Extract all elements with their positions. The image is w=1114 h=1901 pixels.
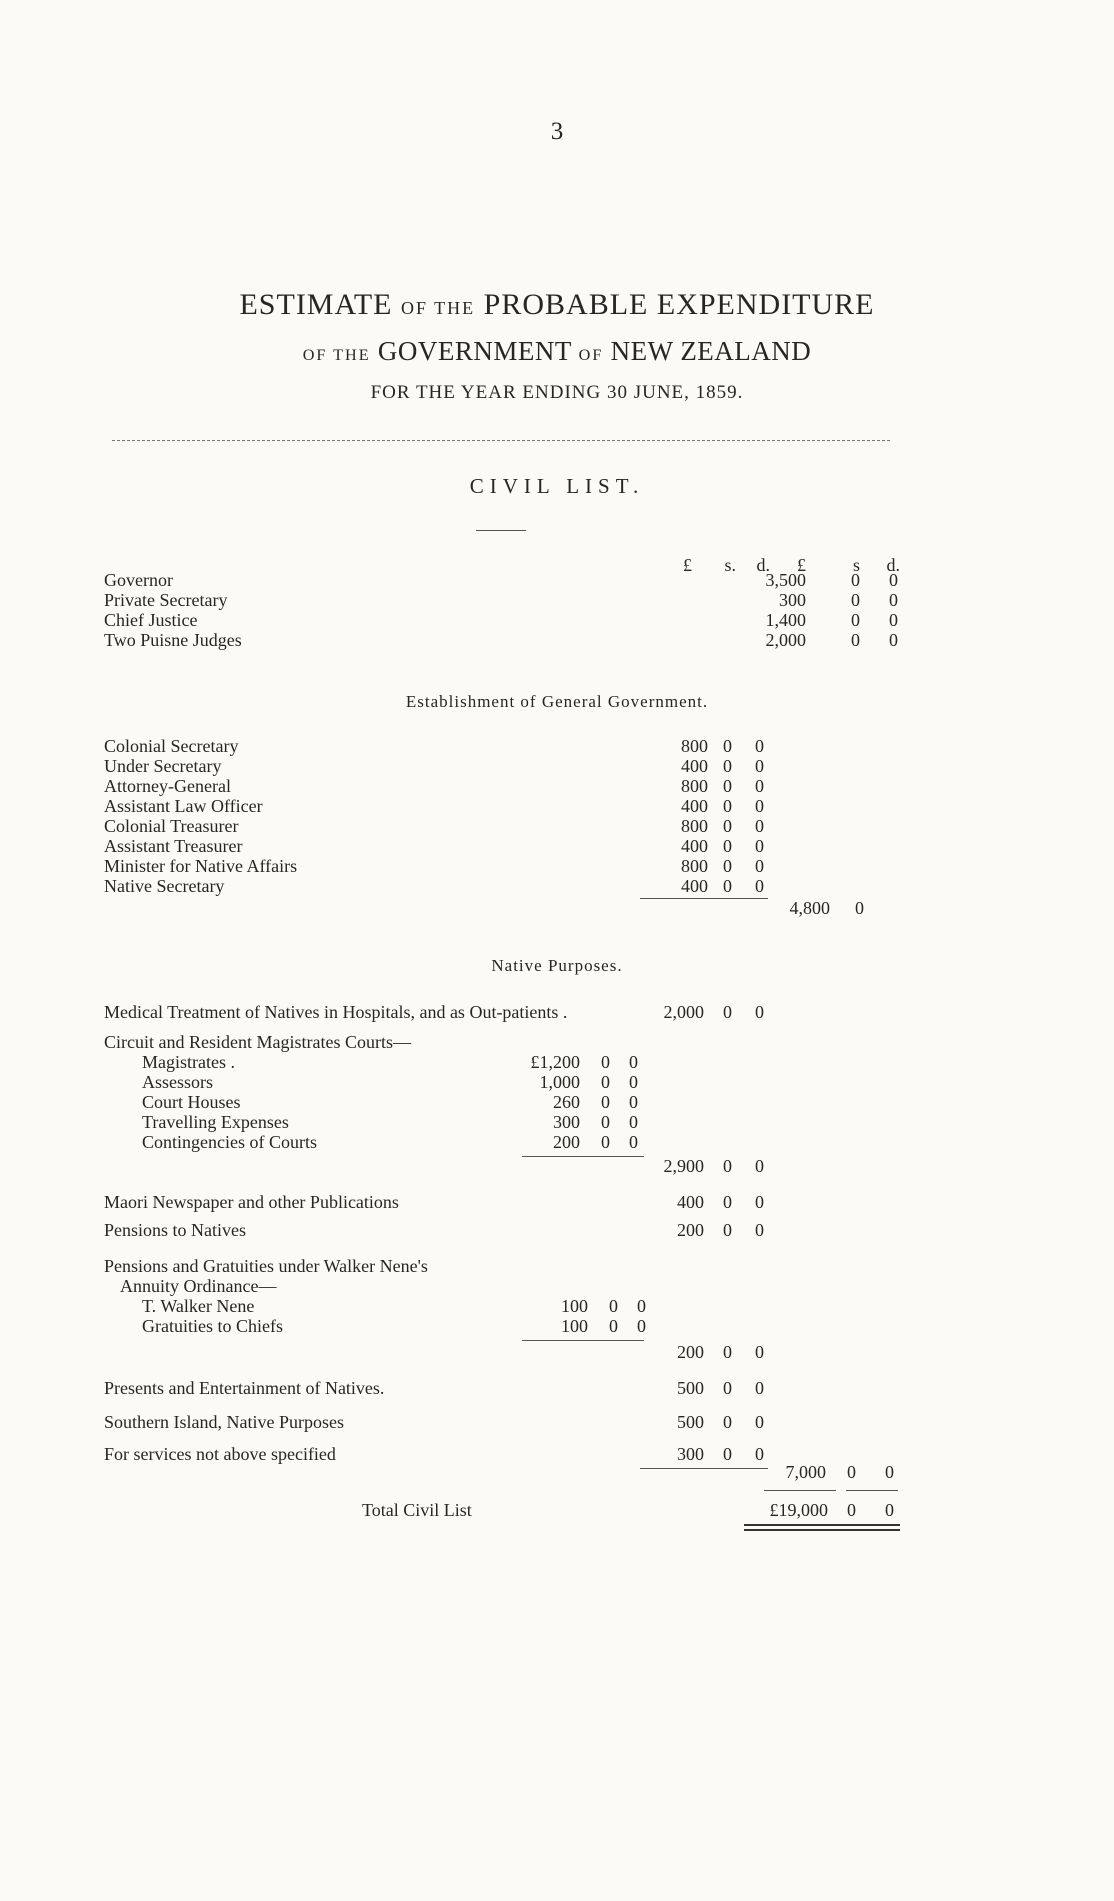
courts-item-shillings: 0 [601,1072,610,1092]
walker-item-label: Gratuities to Chiefs [142,1316,283,1336]
pensions-pence: 0 [755,1220,764,1240]
establishment-item-pounds: 400 [681,756,708,776]
newspaper-pence: 0 [755,1192,764,1212]
col-header-shillings-2: s [852,555,860,575]
civil-item-pounds: 2,000 [765,630,806,650]
courts-item-pence: 0 [629,1132,638,1152]
courts-item-shillings: 0 [601,1052,610,1072]
grand-total-rule-pounds [764,1490,836,1491]
establishment-item-label: Native Secretary [104,876,225,896]
walker-label-2: Annuity Ordinance— [120,1276,277,1296]
services-pence: 0 [755,1444,764,1464]
courts-item-label: Assessors [142,1072,214,1092]
title-word-government: GOVERNMENT [377,336,572,366]
southern-label: Southern Island, Native Purposes [104,1412,344,1432]
courts-item-pounds: 260 [553,1092,580,1112]
title-word-expenditure: PROBABLE EXPENDITURE [483,288,875,321]
medical-treatment-pence: 0 [755,1002,764,1022]
pensions-label: Pensions to Natives [104,1220,246,1240]
title-line-1 [0,288,1114,322]
walker-label-1: Pensions and Gratuities under Walker Nene's [104,1256,428,1276]
presents-shillings: 0 [723,1378,732,1398]
courts-item-label: Court Houses [142,1092,241,1112]
col-header-shillings-1: s. [724,555,736,575]
courts-item-pounds: 300 [553,1112,580,1132]
courts-item-pounds: 200 [553,1132,580,1152]
civil-item-label: Two Puisne Judges [104,630,242,650]
col-header-pence-2: d. [886,555,900,575]
establishment-total-shillings: 0 [855,898,864,918]
establishment-item-label: Colonial Secretary [104,736,239,756]
courts-item-pence: 0 [629,1112,638,1132]
civil-item-shillings: 0 [851,610,860,630]
establishment-item-shillings: 0 [723,816,732,836]
native-purposes-heading: Native Purposes. [491,956,623,975]
civil-item-pence: 0 [889,590,898,610]
courts-item-pounds: 1,000 [539,1072,580,1092]
civil-item-pence: 0 [889,630,898,650]
courts-item-pence: 0 [629,1072,638,1092]
walker-item-pence: 0 [637,1296,646,1316]
civil-item-shillings: 0 [851,590,860,610]
grand-total-label: Total Civil List [362,1500,472,1520]
establishment-item-shillings: 0 [723,756,732,776]
civil-item-pounds: 1,400 [765,610,806,630]
grand-total-pounds: £19,000 [769,1500,828,1520]
establishment-item-label: Under Secretary [104,756,222,776]
establishment-item-label: Assistant Treasurer [104,836,243,856]
establishment-item-pence: 0 [755,736,764,756]
grand-total-double-rule-1 [744,1524,900,1526]
native-total-pence: 0 [885,1462,894,1482]
services-label: For services not above specified [104,1444,336,1464]
establishment-item-pence: 0 [755,876,764,896]
title-line-2 [0,336,1114,367]
establishment-heading: Establishment of General Government. [405,692,709,711]
establishment-item-label: Minister for Native Affairs [104,856,298,876]
civil-item-pounds: 3,500 [765,570,806,590]
establishment-item-pence: 0 [755,796,764,816]
civil-item-shillings: 0 [851,630,860,650]
establishment-item-shillings: 0 [723,856,732,876]
establishment-item-pounds: 800 [681,736,708,756]
establishment-subtotal-rule [640,898,768,899]
medical-treatment-label: Medical Treatment of Natives in Hospitals, and as Out-patients . [104,1002,568,1022]
presents-pence: 0 [755,1378,764,1398]
services-pounds: 300 [677,1444,704,1464]
pensions-pounds: 200 [677,1220,704,1240]
walker-item-pounds: 100 [561,1316,588,1336]
civil-item-label: Governor [104,570,173,590]
southern-pounds: 500 [677,1412,704,1432]
native-total-shillings: 0 [847,1462,856,1482]
establishment-item-label: Attorney-General [104,776,231,796]
walker-total-pence: 0 [755,1342,764,1362]
civil-item-shillings: 0 [851,570,860,590]
establishment-item-pounds: 800 [681,856,708,876]
newspaper-pounds: 400 [677,1192,704,1212]
page-number: 3 [550,118,564,145]
title-word-of: OF [578,346,604,364]
civil-item-pence: 0 [889,610,898,630]
title-line-3: FOR THE YEAR ENDING 30 JUNE, 1859. [370,382,744,403]
walker-item-shillings: 0 [609,1316,618,1336]
establishment-item-shillings: 0 [723,876,732,896]
title-divider [112,440,890,441]
courts-item-label: Magistrates . [142,1052,235,1072]
newspaper-shillings: 0 [723,1192,732,1212]
medical-treatment-pounds: 2,000 [663,1002,704,1022]
courts-item-shillings: 0 [601,1112,610,1132]
civil-item-label: Chief Justice [104,610,198,630]
grand-total-shillings: 0 [847,1500,856,1520]
grand-total-double-rule-2 [744,1529,900,1531]
establishment-item-shillings: 0 [723,776,732,796]
title-word-new-zealand: NEW ZEALAND [610,336,812,366]
title-word-estimate: ESTIMATE [239,288,393,321]
establishment-item-pounds: 400 [681,836,708,856]
grand-total-rule-shillings [846,1490,898,1491]
courts-item-pence: 0 [629,1092,638,1112]
establishment-item-shillings: 0 [723,736,732,756]
civil-list-heading: CIVIL LIST. [469,474,645,498]
courts-item-pence: 0 [629,1052,638,1072]
southern-shillings: 0 [723,1412,732,1432]
courts-item-shillings: 0 [601,1092,610,1112]
courts-total-pence: 0 [755,1156,764,1176]
courts-total-pounds: 2,900 [663,1156,704,1176]
walker-item-pounds: 100 [561,1296,588,1316]
southern-pence: 0 [755,1412,764,1432]
establishment-item-shillings: 0 [723,836,732,856]
newspaper-label: Maori Newspaper and other Publications [104,1192,399,1212]
establishment-item-label: Colonial Treasurer [104,816,239,836]
walker-subtotal-rule [522,1340,644,1341]
courts-total-shillings: 0 [723,1156,732,1176]
establishment-item-pence: 0 [755,816,764,836]
establishment-item-pence: 0 [755,776,764,796]
grand-total-pence: 0 [885,1500,894,1520]
establishment-item-pence: 0 [755,836,764,856]
courts-item-shillings: 0 [601,1132,610,1152]
presents-label: Presents and Entertainment of Natives. [104,1378,385,1398]
medical-treatment-shillings: 0 [723,1002,732,1022]
courts-item-pounds: £1,200 [530,1052,580,1072]
walker-item-label: T. Walker Nene [142,1296,255,1316]
walker-item-pence: 0 [637,1316,646,1336]
pensions-shillings: 0 [723,1220,732,1240]
courts-subtotal-rule [522,1156,644,1157]
native-subtotal-rule [640,1468,768,1469]
courts-item-label: Travelling Expenses [142,1112,289,1132]
heading-rule [476,530,526,531]
col-header-pence-1: d. [756,555,770,575]
civil-item-pence: 0 [889,570,898,590]
establishment-total-pounds: 4,800 [789,898,830,918]
walker-total-shillings: 0 [723,1342,732,1362]
courts-label: Circuit and Resident Magistrates Courts— [104,1032,411,1052]
establishment-item-pence: 0 [755,856,764,876]
establishment-item-pounds: 800 [681,776,708,796]
native-total-pounds: 7,000 [785,1462,826,1482]
courts-item-label: Contingencies of Courts [142,1132,317,1152]
establishment-item-pounds: 400 [681,796,708,816]
walker-item-shillings: 0 [609,1296,618,1316]
col-header-pounds-1: £ [683,555,692,575]
establishment-item-label: Assistant Law Officer [104,796,263,816]
establishment-item-pounds: 400 [681,876,708,896]
services-shillings: 0 [723,1444,732,1464]
establishment-item-pounds: 800 [681,816,708,836]
col-header-pounds-2: £ [797,555,806,575]
presents-pounds: 500 [677,1378,704,1398]
civil-item-label: Private Secretary [104,590,228,610]
civil-item-pounds: 300 [779,590,806,610]
walker-total-pounds: 200 [677,1342,704,1362]
establishment-item-shillings: 0 [723,796,732,816]
title-word-of-the-2: OF THE [302,346,371,364]
title-word-of-the: OF THE [400,298,476,318]
establishment-item-pence: 0 [755,756,764,776]
